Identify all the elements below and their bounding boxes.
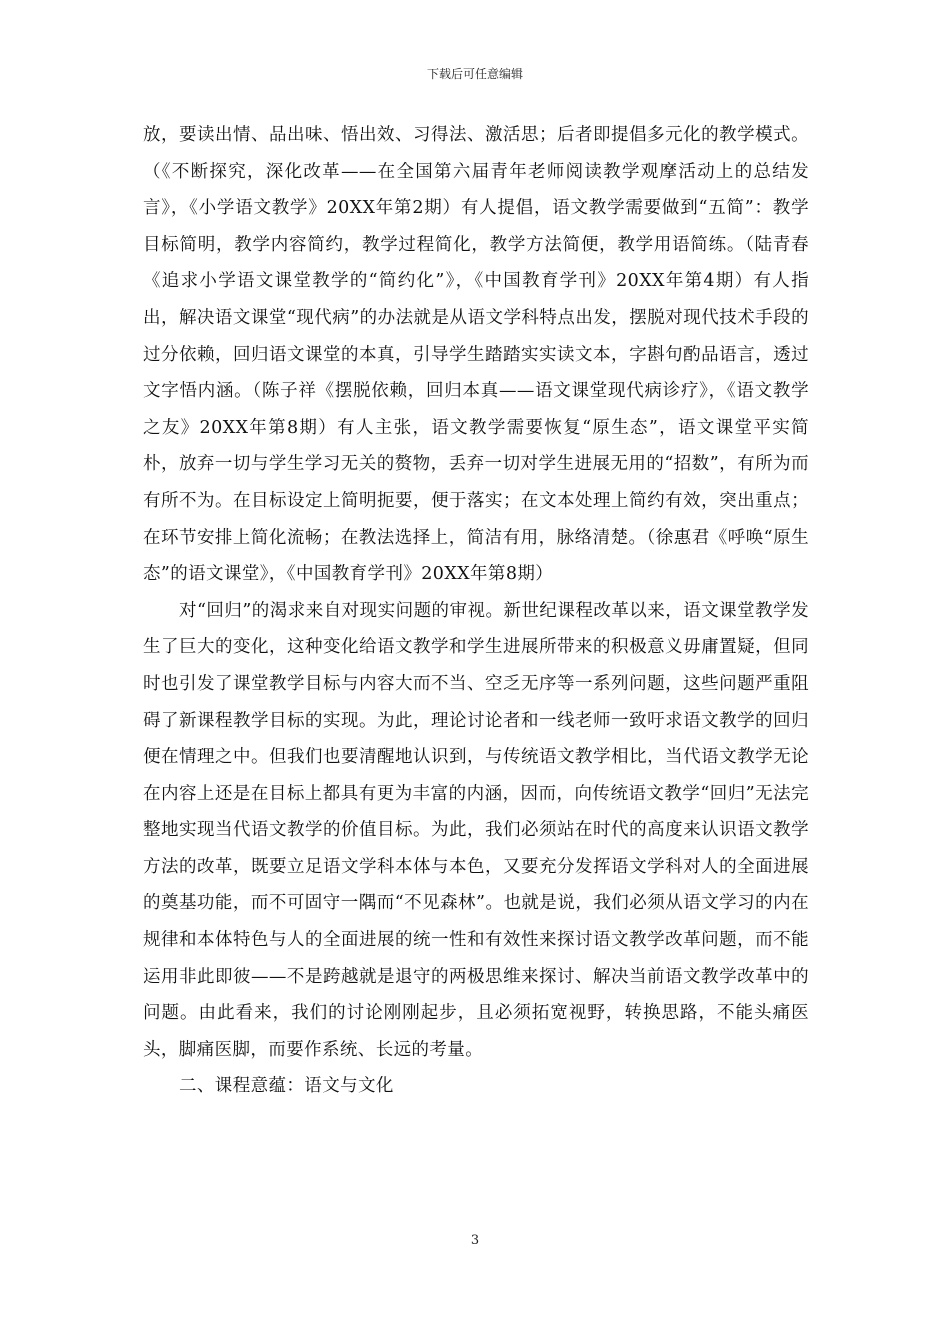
paragraph-return-discussion: 对“回归”的渴求来自对现实问题的审视。新世纪课程改革以来，语文课堂教学发生了巨大的变化，这种变化给语文教学和学生进展所带来的积极意义毋庸置疑，但同时也引发了课堂教学目标与内容大而不当、空乏无序等一系列问题，这些问题严重阻碍了新课程教学目标的实现。为此，理论讨论者和一线老师一致吁求语文教学的回归便在情理之中。但我们也要清醒地认识到，与传统语文教学相比，当代语文教学无论在内容上还是在目标上都具有更为丰富的内涵，因而，向传统语文教学“回归”无法完整地实现当代语文教学的价值目标。为此，我们必须站在时代的高度来认识语文教学方法的改革，既要立足语文学科本体与本色，又要充分发挥语文学科对人的全面进展的奠基功能，而不可固守一隅而“不见森林”。也就是说，我们必须从语文学习的内在规律和本体特色与人的全面进展的统一性和有效性来探讨语文教学改革问题，而不能运用非此即彼——不是跨越就是退守的两极思维来探讨、解决当前语文教学改革中的问题。由此看来，我们的讨论刚刚起步，且必须拓宽视野，转换思路，不能头痛医头，脚痛医脚，而要作系统、长远的考量。: [143, 600, 809, 1060]
page-number: 3: [470, 1233, 480, 1248]
page-header: 下载后可任意编辑: [426, 67, 523, 81]
paragraph-continuation: 放，要读出情、品出味、悟出效、习得法、激活思；后者即提倡多元化的教学模式。（《不断探究，深化改革——在全国第六届青年老师阅读教学观摩活动上的总结发言》，《小学语文教学》20XX年第2期）有人提倡，语文教学需要做到“五简”：教学目标简明，教学内容简约，教学过程简化，教学方法简便，教学用语简练。（陆青春《追求小学语文课堂教学的“简约化”》，《中国教育学刊》20XX年第4期）有人指出，解决语文课堂“现代病”的办法就是从语文学科特点出发，摆脱对现代技术手段的过分依赖，回归语文课堂的本真，引导学生踏踏实实读文本，字斟句酌品语言，透过文字悟内涵。（陈子祥《摆脱依赖，回归本真——语文课堂现代病诊疗》，《语文教学之友》20XX年第8期）有人主张，语文教学需要恢复“原生态”，语文课堂平实简朴，放弃一切与学生学习无关的赘物，丢弃一切对学生进展无用的“招数”，有所为而有所不为。在目标设定上简明扼要，便于落实；在文本处理上简约有效，突出重点；在环节安排上简化流畅；在教法选择上，简洁有用，脉络清楚。（徐惠君《呼唤“原生态”的语文课堂》，《中国教育学刊》20XX年第8期）: [143, 125, 809, 585]
section-heading: 二、课程意蕴：语文与文化: [179, 1076, 394, 1097]
document-body: [143, 117, 809, 1105]
